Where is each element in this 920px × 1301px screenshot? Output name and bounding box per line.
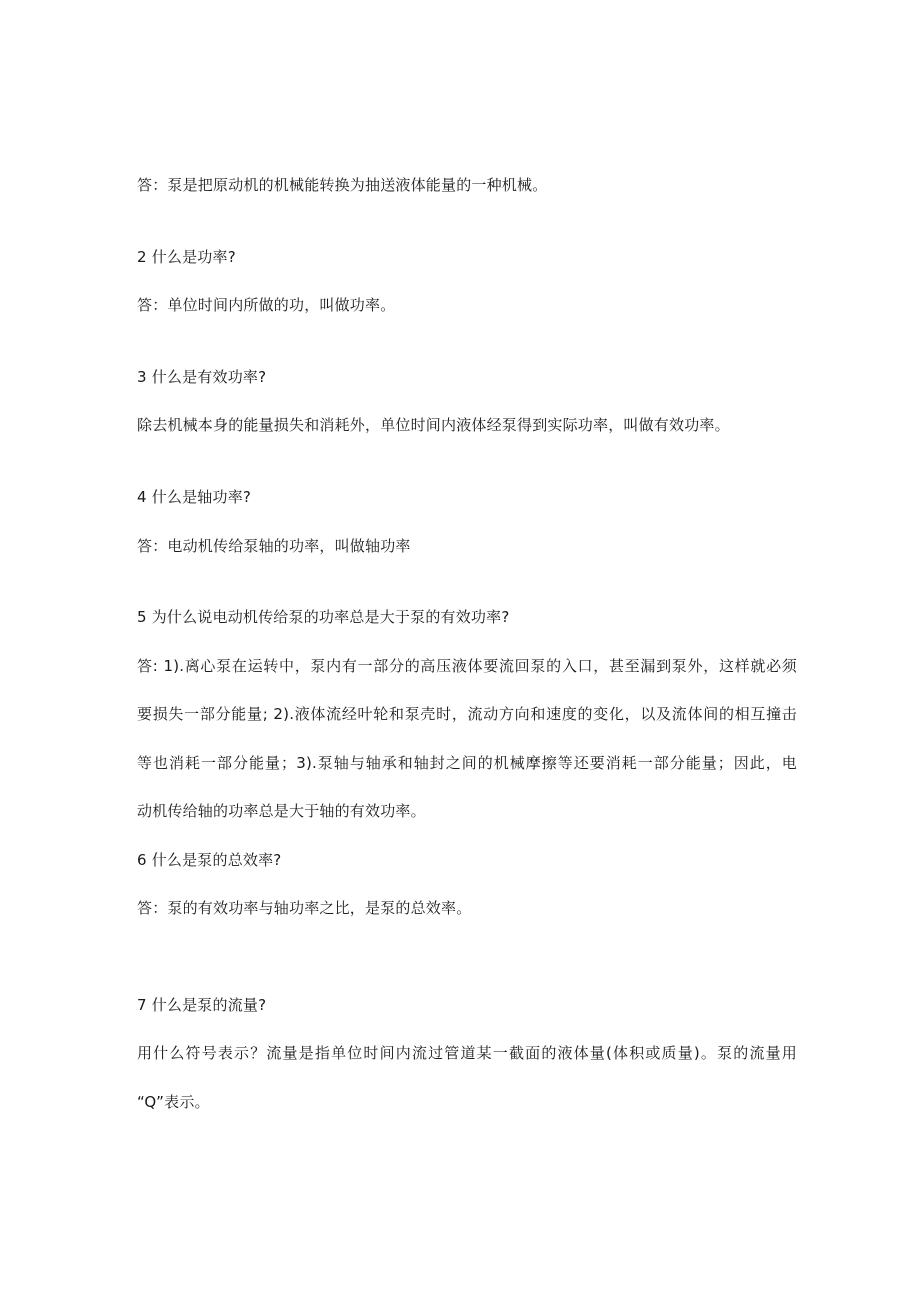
answer-1: 答：泵是把原动机的机械能转换为抽送液体能量的一种机械。 [137, 176, 548, 194]
answer-7-line-2: “Q”表示。 [137, 1093, 210, 1111]
answer-5-line-1: 答: 1).离心泵在运转中，泵内有一部分的高压液体要流回泵的入口，甚至漏到泵外，这样就必须 [137, 657, 797, 675]
answer-6: 答：泵的有效功率与轴功率之比，是泵的总效率。 [137, 899, 472, 917]
question-3: 3 什么是有效功率? [137, 368, 267, 386]
question-6: 6 什么是泵的总效率? [137, 851, 282, 869]
answer-5-line-2: 要损失一部分能量; 2).液体流经叶轮和泵壳时，流动方向和速度的变化，以及流体间的相互撞击 [137, 705, 797, 723]
answer-5-line-3: 等也消耗一部分能量；3).泵轴与轴承和轴封之间的机械摩擦等还要消耗一部分能量；因此，电 [137, 754, 797, 772]
question-4: 4 什么是轴功率? [137, 488, 252, 506]
answer-7-line-1: 用什么符号表示？流量是指单位时间内流过管道某一截面的液体量(体积或质量)。泵的流量用 [137, 1044, 797, 1062]
answer-5-line-4: 动机传给轴的功率总是大于轴的有效功率。 [137, 802, 426, 820]
answer-4: 答：电动机传给泵轴的功率，叫做轴功率 [137, 537, 411, 555]
answer-3: 除去机械本身的能量损失和消耗外，单位时间内液体经泵得到实际功率，叫做有效功率。 [137, 416, 730, 434]
question-7: 7 什么是泵的流量? [137, 996, 267, 1014]
question-5: 5 为什么说电动机传给泵的功率总是大于泵的有效功率? [137, 608, 510, 626]
answer-2: 答：单位时间内所做的功，叫做功率。 [137, 296, 396, 314]
question-2: 2 什么是功率? [137, 248, 236, 266]
